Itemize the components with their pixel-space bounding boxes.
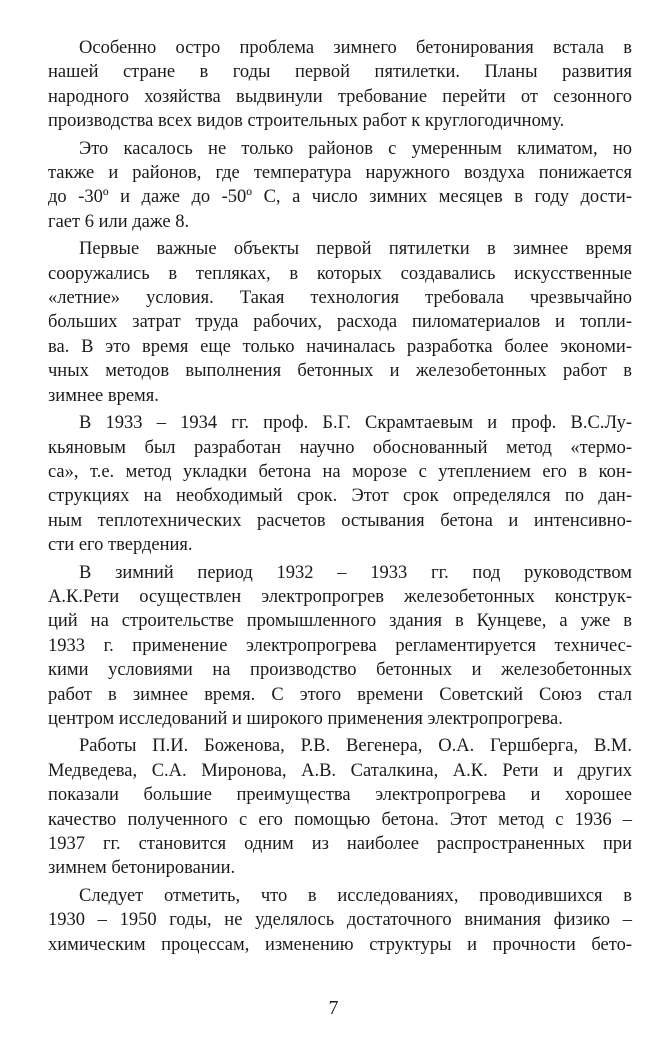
page-body <box>48 36 632 960</box>
text-line: «летние» условия. Такая технология требовала чрезвычайно <box>48 288 632 309</box>
paragraph-5 <box>48 561 632 732</box>
text-line: зимнее время. <box>48 385 159 406</box>
paragraph-2 <box>48 137 632 235</box>
text-line: Медведева, С.А. Миронова, А.В. Саталкина, А.К. Рети и других <box>48 760 632 781</box>
paragraph-6 <box>48 734 632 880</box>
text-line: А.К.Рети осуществлен электропрогрев железобетонных конструк- <box>48 586 632 607</box>
text-line: кими условиями на производство бетонных и железобетонных <box>48 660 632 681</box>
text-line: Работы П.И. Боженова, Р.В. Вегенера, О.А. Гершберга, В.М. <box>79 736 632 757</box>
text-line: до -30º и даже до -50º С, а число зимних месяцев в году дости- <box>48 187 632 208</box>
text-line: Следует отметить, что в исследованиях, проводившихся в <box>79 885 632 906</box>
paragraph-3 <box>48 237 632 408</box>
text-line: нашей стране в годы первой пятилетки. Планы развития <box>48 62 632 83</box>
text-line: кьяновым был разработан научно обоснованный метод «термо- <box>48 437 632 458</box>
text-line: гает 6 или даже 8. <box>48 211 190 232</box>
text-line: са», т.е. метод укладки бетона на морозе с утеплением его в кон- <box>48 461 632 482</box>
text-line: Первые важные объекты первой пятилетки в зимнее время <box>79 239 632 260</box>
text-line: 1930 – 1950 годы, не уделялось достаточного внимания физико – <box>48 910 632 931</box>
text-line: ций на строительстве промышленного здания в Кунцеве, а уже в <box>48 611 632 632</box>
text-line: больших затрат труда рабочих, расхода пиломатериалов и топли- <box>48 312 632 333</box>
text-line: Особенно остро проблема зимнего бетонирования встала в <box>79 38 632 58</box>
text-line: народного хозяйства выдвинули требование перейти от сезонного <box>48 86 632 107</box>
text-line: сооружались в тепляках, в которых создавались искусственные <box>48 263 632 284</box>
text-line: показали большие преимущества электропрогрева и хорошее <box>48 785 632 806</box>
page-number: 7 <box>328 997 339 1019</box>
paragraph-4 <box>48 411 632 557</box>
text-line: 1937 гг. становится одним из наиболее распространенных при <box>48 834 632 854</box>
text-line: В 1933 – 1934 гг. проф. Б.Г. Скрамтаевым и проф. В.С.Лу- <box>79 413 632 434</box>
text-line: качество полученного с его помощью бетона. Этот метод с 1936 – <box>48 809 632 830</box>
text-line: чных методов выполнения бетонных и железобетонных работ в <box>48 361 632 382</box>
text-line: производства всех видов строительных работ к круглогодичному. <box>48 111 565 132</box>
text-line: сти его твердения. <box>48 535 193 556</box>
text-line: струкциях на необходимый срок. Этот срок определялся по дан- <box>48 486 632 507</box>
text-line: зимнем бетонировании. <box>48 858 236 879</box>
text-line: центром исследований и широкого применения электропрогрева. <box>48 708 563 729</box>
text-line: ным теплотехнических расчетов остывания бетона и интенсивно- <box>48 510 632 531</box>
text-line: 1933 г. применение электропрогрева регламентируется техничес- <box>48 635 632 656</box>
text-line: В зимний период 1932 – 1933 гг. под руководством <box>79 562 632 583</box>
text-line: Это касалось не только районов с умеренным климатом, но <box>79 138 632 159</box>
text-line: химическим процессам, изменению структуры и прочности бето- <box>48 934 632 955</box>
text-line: также и районов, где температура наружного воздуха понижается <box>48 163 632 184</box>
paragraph-7 <box>48 884 632 957</box>
text-line: работ в зимнее время. С этого времени Советский Союз стал <box>48 684 632 705</box>
text-line: ва. В это время еще только начиналась разработка более экономи- <box>48 336 632 357</box>
paragraph-1 <box>48 36 632 134</box>
